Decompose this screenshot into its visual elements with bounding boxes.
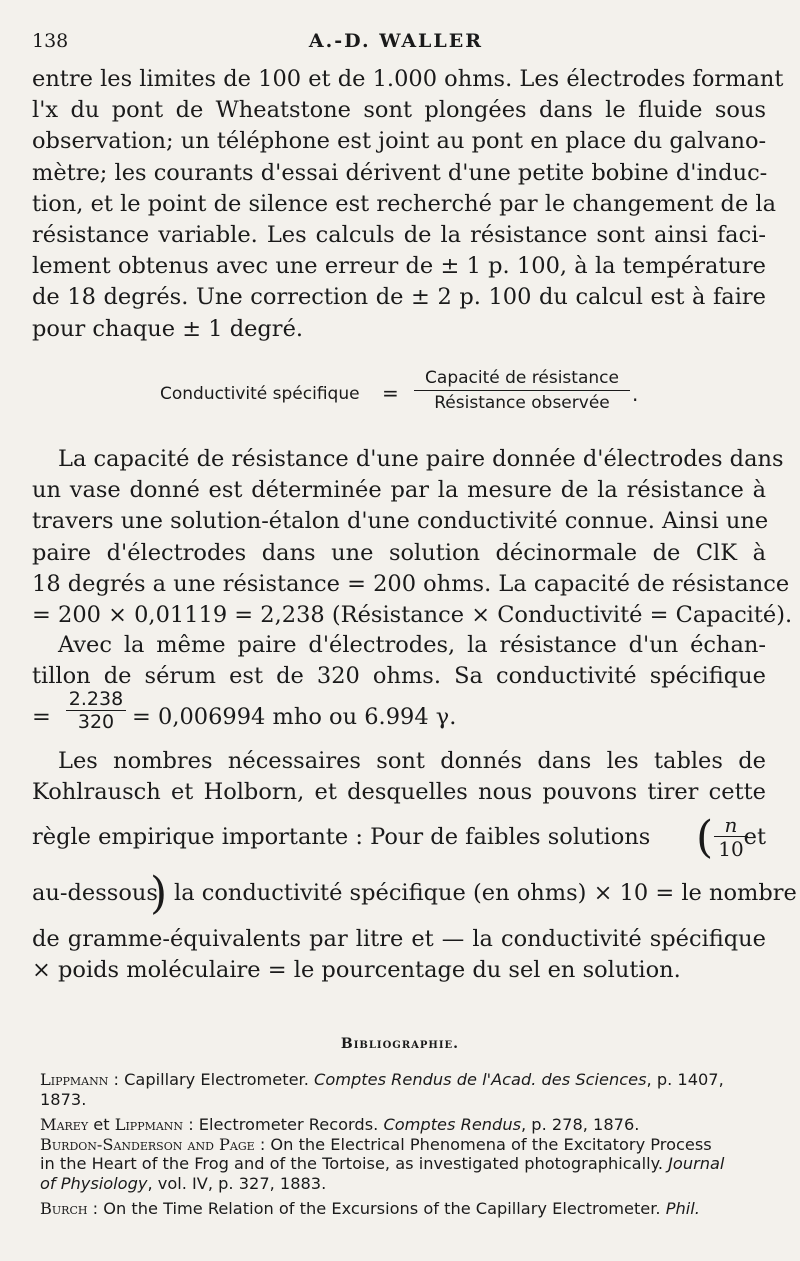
paragraph-5 <box>32 924 766 986</box>
ref-text: : Electrometer Records. <box>183 1115 384 1134</box>
serum-equals: = <box>32 704 51 730</box>
ref-tail: , vol. IV, p. 327, 1883. <box>147 1173 327 1193</box>
ref-text: : On the Time Relation of the Excursions of the Capillary Electrometer. <box>87 1199 666 1218</box>
page-number: 138 <box>32 30 69 52</box>
page-header <box>32 30 760 56</box>
formula-denominator: Résistance observée <box>434 393 610 413</box>
text-line: lement obtenus avec une erreur de ± 1 p. 100, à la température <box>32 253 766 280</box>
ref-author: Lippmann <box>114 1115 184 1134</box>
ref-text: : Capillary Electrometer. <box>108 1070 315 1089</box>
ref-journal: of Physiology <box>40 1173 148 1193</box>
serum-result: = 0,006994 mho ou 6.994 γ. <box>132 704 457 730</box>
open-paren: ( <box>696 812 714 863</box>
ref-author: Burdon-Sanderson and Page <box>40 1134 255 1154</box>
ref-text: in the Heart of the Frog and of the Tortoise, as investigated photographically. <box>40 1154 669 1173</box>
text-line: de gramme-équivalents par litre et — la conductivité spécifique <box>32 926 766 952</box>
text-line: de 18 degrés. Une correction de ± 2 p. 100 du calcul est à faire <box>32 284 766 311</box>
ref-text: : On the Electrical Phenomena of the Excitatory Process <box>254 1134 712 1154</box>
ref-journal: Comptes Rendus <box>383 1115 522 1134</box>
reference-item <box>40 1115 774 1135</box>
formula-lhs: Conductivité spécifique <box>160 384 360 404</box>
rule-line-2 <box>32 866 797 926</box>
close-paren: ) <box>150 868 168 919</box>
ref-author: Burch <box>40 1199 88 1218</box>
conductivity-formula <box>160 368 680 420</box>
text-line: Avec la même paire d'électrodes, la résistance d'un échan- <box>58 632 766 658</box>
serum-numerator: 2.238 <box>66 688 126 711</box>
text-line: pour chaque ± 1 degré. <box>32 315 304 342</box>
ref-continuation <box>40 1174 774 1194</box>
ref-journal: Phil. <box>665 1199 700 1218</box>
ref-journal: Journal <box>668 1154 725 1173</box>
text-line: tillon de sérum est de 320 ohms. Sa conductivité spécifique <box>32 663 766 690</box>
text-line: La capacité de résistance d'une paire donnée d'électrodes dans <box>58 446 784 472</box>
paragraph-3 <box>32 630 766 692</box>
text-line: travers une solution-étalon d'une conductivité connue. Ainsi une <box>32 508 769 535</box>
running-head: A.-D. WALLER <box>308 30 484 52</box>
ref-author: Lippmann <box>40 1070 109 1089</box>
formula-equals: = <box>382 381 399 405</box>
text-line: résistance variable. Les calculs de la résistance sont ainsi faci- <box>32 221 766 248</box>
paragraph-4 <box>32 746 766 808</box>
serum-formula <box>32 688 766 742</box>
text-line: Kohlrausch et Holborn, et desquelles nous pouvons tirer cette <box>32 779 766 806</box>
bibliography-title: Bibliographie. <box>340 1036 460 1052</box>
rule-end: et <box>743 824 766 850</box>
ref-journal: Comptes Rendus de l'Acad. des Sciences <box>314 1070 647 1089</box>
reference-item <box>40 1070 774 1109</box>
serum-fraction <box>66 688 126 733</box>
formula-numerator: Capacité de résistance <box>414 368 630 391</box>
bibliography-list <box>40 1070 774 1219</box>
rule-start: au-dessous <box>32 880 158 906</box>
reference-item <box>40 1135 774 1194</box>
text-line: tion, et le point de silence est recherché par le changement de la <box>32 190 777 217</box>
ref-text: et <box>88 1115 115 1134</box>
text-line: un vase donné est déterminée par la mesure de la résistance à <box>32 477 766 504</box>
paragraph-2 <box>32 444 793 631</box>
ref-continuation <box>40 1154 774 1174</box>
ref-tail: , p. 1407, <box>646 1070 724 1089</box>
ref-tail: , p. 278, 1876. <box>521 1115 640 1134</box>
paragraph-1 <box>32 64 784 345</box>
ref-author: Marey <box>40 1115 89 1134</box>
text-line: observation; un téléphone est joint au pont en place du galvano- <box>32 128 767 155</box>
rule-text: règle empirique importante : Pour de faibles solutions <box>32 824 651 850</box>
text-line: mètre; les courants d'essai dérivent d'une petite bobine d'induc- <box>32 159 768 186</box>
serum-denominator: 320 <box>77 711 115 733</box>
text-line: = 200 × 0,01119 = 2,238 (Résistance × Conductivité = Capacité). <box>32 601 793 628</box>
text-line: Les nombres nécessaires sont donnés dans les tables de <box>58 748 766 774</box>
rule-line-1 <box>32 810 766 870</box>
formula-fraction <box>414 368 630 413</box>
fraction-denominator: 10 <box>718 837 744 861</box>
ref-continuation: 1873. <box>40 1089 87 1109</box>
formula-end: . <box>632 382 639 406</box>
text-line: paire d'électrodes dans une solution décinormale de ClK à <box>32 539 766 566</box>
fraction-numerator: n <box>714 814 748 837</box>
text-line: l'x du pont de Wheatstone sont plongées dans le fluide sous <box>32 97 766 124</box>
text-line: 18 degrés a une résistance = 200 ohms. La capacité de résistance <box>32 570 790 597</box>
rule-text: la conductivité spécifique (en ohms) × 10 = le nombre <box>174 880 797 906</box>
reference-item <box>40 1199 774 1219</box>
text-line: × poids moléculaire = le pourcentage du sel en solution. <box>32 957 681 984</box>
text-line: entre les limites de 100 et de 1.000 ohms. Les électrodes formant <box>32 66 784 92</box>
